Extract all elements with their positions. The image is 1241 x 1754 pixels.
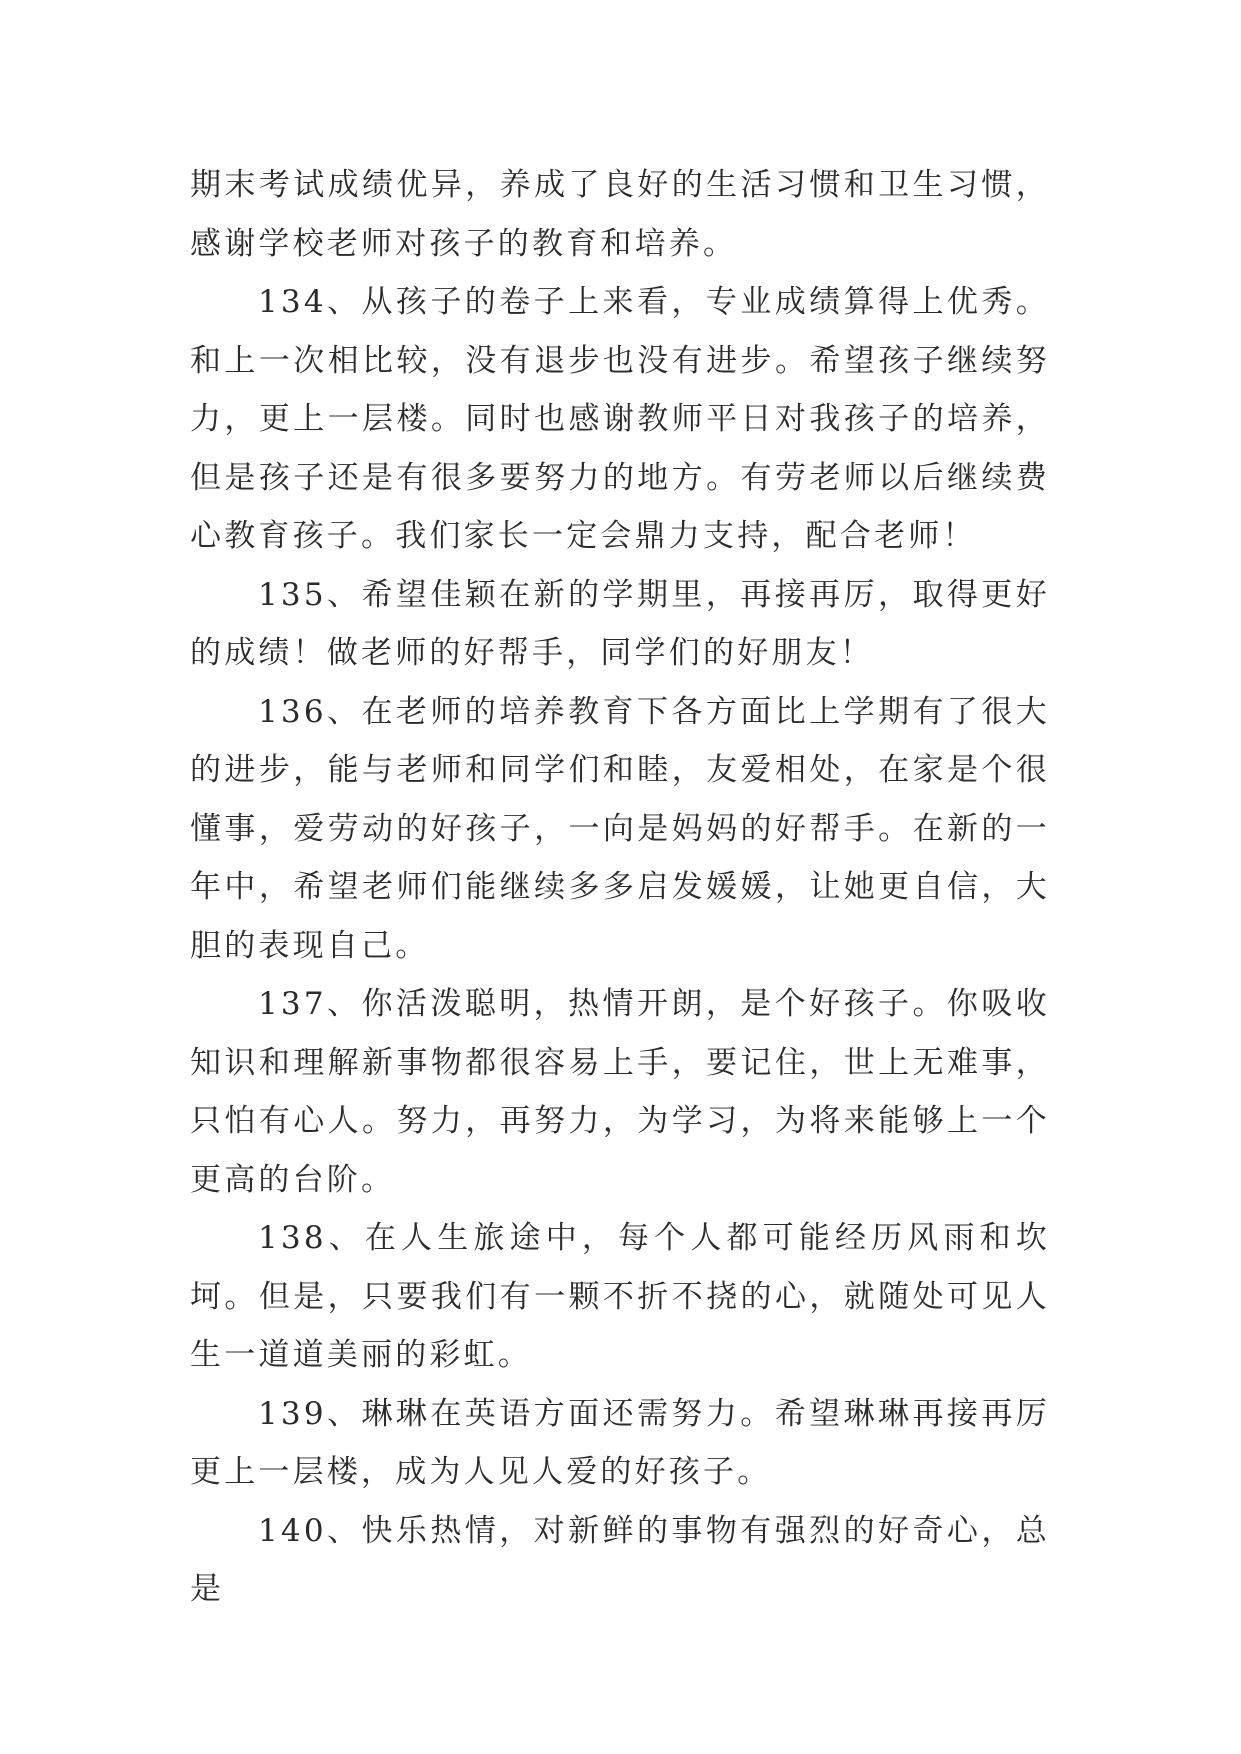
paragraph-item-134: 134、从孩子的卷子上来看，专业成绩算得上优秀。和上一次相比较，没有退步也没有进步。希望孩子继续努力，更上一层楼。同时也感谢教师平日对我孩子的培养，但是孩子还是有很多要努力的地方。有劳老师以后继续费心教育孩子。我们家长一定会鼎力支持，配合老师！	[190, 284, 1050, 554]
paragraph-item-140: 140、快乐热情，对新鲜的事物有强烈的好奇心，总是	[190, 1512, 1050, 1607]
paragraph-item-138: 138、在人生旅途中，每个人都可能经历风雨和坎坷。但是，只要我们有一颗不折不挠的心，就随处可见人生一道道美丽的彩虹。	[190, 1220, 1050, 1373]
document-body	[190, 156, 1050, 1619]
paragraph-item-137: 137、你活泼聪明，热情开朗，是个好孩子。你吸收知识和理解新事物都很容易上手，要记住，世上无难事，只怕有心人。努力，再努力，为学习，为将来能够上一个更高的台阶。	[190, 986, 1050, 1198]
paragraph-item-136: 136、在老师的培养教育下各方面比上学期有了很大的进步，能与老师和同学们和睦，友爱相处，在家是个很懂事，爱劳动的好孩子，一向是妈妈的好帮手。在新的一年中，希望老师们能继续多多启发媛媛，让她更自信，大胆的表现自己。	[190, 693, 1050, 964]
paragraph-continuation: 期末考试成绩优异，养成了良好的生活习惯和卫生习惯，感谢学校老师对孩子的教育和培养。	[190, 167, 1050, 262]
paragraph-item-135: 135、希望佳颖在新的学期里，再接再厉，取得更好的成绩！做老师的好帮手，同学们的好朋友！	[190, 576, 1050, 671]
paragraph-item-139: 139、琳琳在英语方面还需努力。希望琳琳再接再厉更上一层楼，成为人见人爱的好孩子。	[190, 1395, 1050, 1490]
